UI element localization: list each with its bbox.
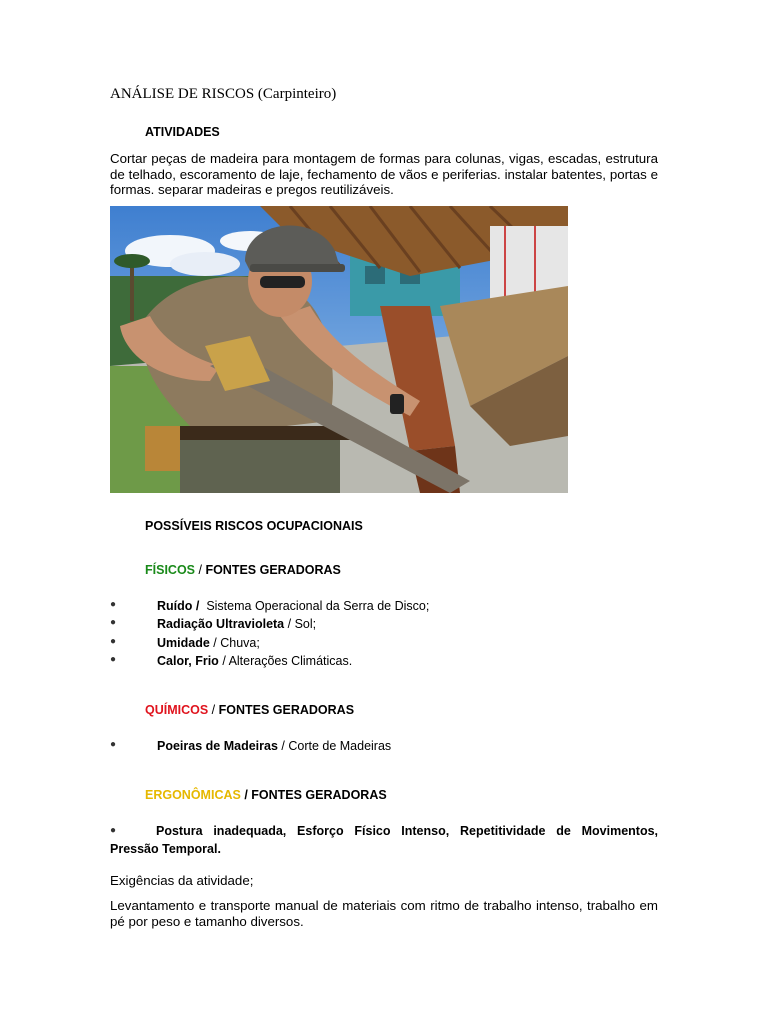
risk-name: Radiação Ultravioleta: [157, 617, 285, 631]
chemical-separator: /: [208, 703, 219, 717]
physical-heading: [145, 563, 341, 577]
ergonomic-heading: [145, 788, 387, 802]
risk-name: Umidade: [157, 636, 210, 650]
physical-label: FÍSICOS: [145, 563, 196, 577]
risk-source: / Chuva;: [213, 636, 260, 650]
bullet-icon: ●: [110, 636, 117, 647]
requirements-heading: Exigências da atividade;: [110, 873, 254, 888]
carpenter-photo: [110, 206, 568, 493]
ergonomic-label: ERGONÔMICAS: [145, 788, 241, 802]
risks-heading: POSSÍVEIS RISCOS OCUPACIONAIS: [145, 519, 363, 533]
activities-heading: ATIVIDADES: [145, 125, 220, 139]
risk-name: Calor, Frio: [157, 654, 219, 668]
physical-separator: /: [195, 563, 206, 577]
bullet-icon: ●: [110, 599, 117, 610]
risk-name: Poeiras de Madeiras: [157, 739, 278, 753]
ergonomic-sources-label: FONTES GERADORAS: [251, 788, 387, 802]
bullet-icon: ●: [110, 825, 117, 836]
chemical-sources-label: FONTES GERADORAS: [218, 703, 355, 717]
ergonomic-separator: /: [240, 788, 252, 802]
bullet-icon: ●: [110, 654, 117, 665]
risk-name: Ruído /: [157, 599, 200, 613]
risk-source: Sistema Operacional da Serra de Disco;: [206, 599, 430, 613]
risk-source: / Alterações Climáticas.: [222, 654, 353, 668]
ergonomic-risk-text: Postura inadequada, Esforço Físico Intenso, Repetitividade de Movimentos, Pressão Temporal.: [110, 824, 658, 856]
chemical-heading: [145, 703, 354, 717]
physical-sources-label: FONTES GERADORAS: [205, 563, 341, 577]
page-title: ANÁLISE DE RISCOS (Carpinteiro): [110, 86, 337, 102]
risk-source: / Corte de Madeiras: [281, 739, 392, 753]
risk-source: / Sol;: [287, 617, 317, 631]
bullet-icon: ●: [110, 739, 117, 750]
bullet-icon: ●: [110, 617, 117, 628]
requirements-text: Levantamento e transporte manual de materiais com ritmo de trabalho intenso, trabalho em pé por peso e tamanho diversos.: [110, 898, 658, 929]
chemical-label: QUÍMICOS: [145, 703, 209, 717]
activities-text: Cortar peças de madeira para montagem de formas para colunas, vigas, escadas, estrutura de telhado, escoramento de laje, fechamento de vãos e periferias. instalar batentes, portas e formas. separar madeiras e pregos reutilizáveis.: [110, 151, 658, 197]
